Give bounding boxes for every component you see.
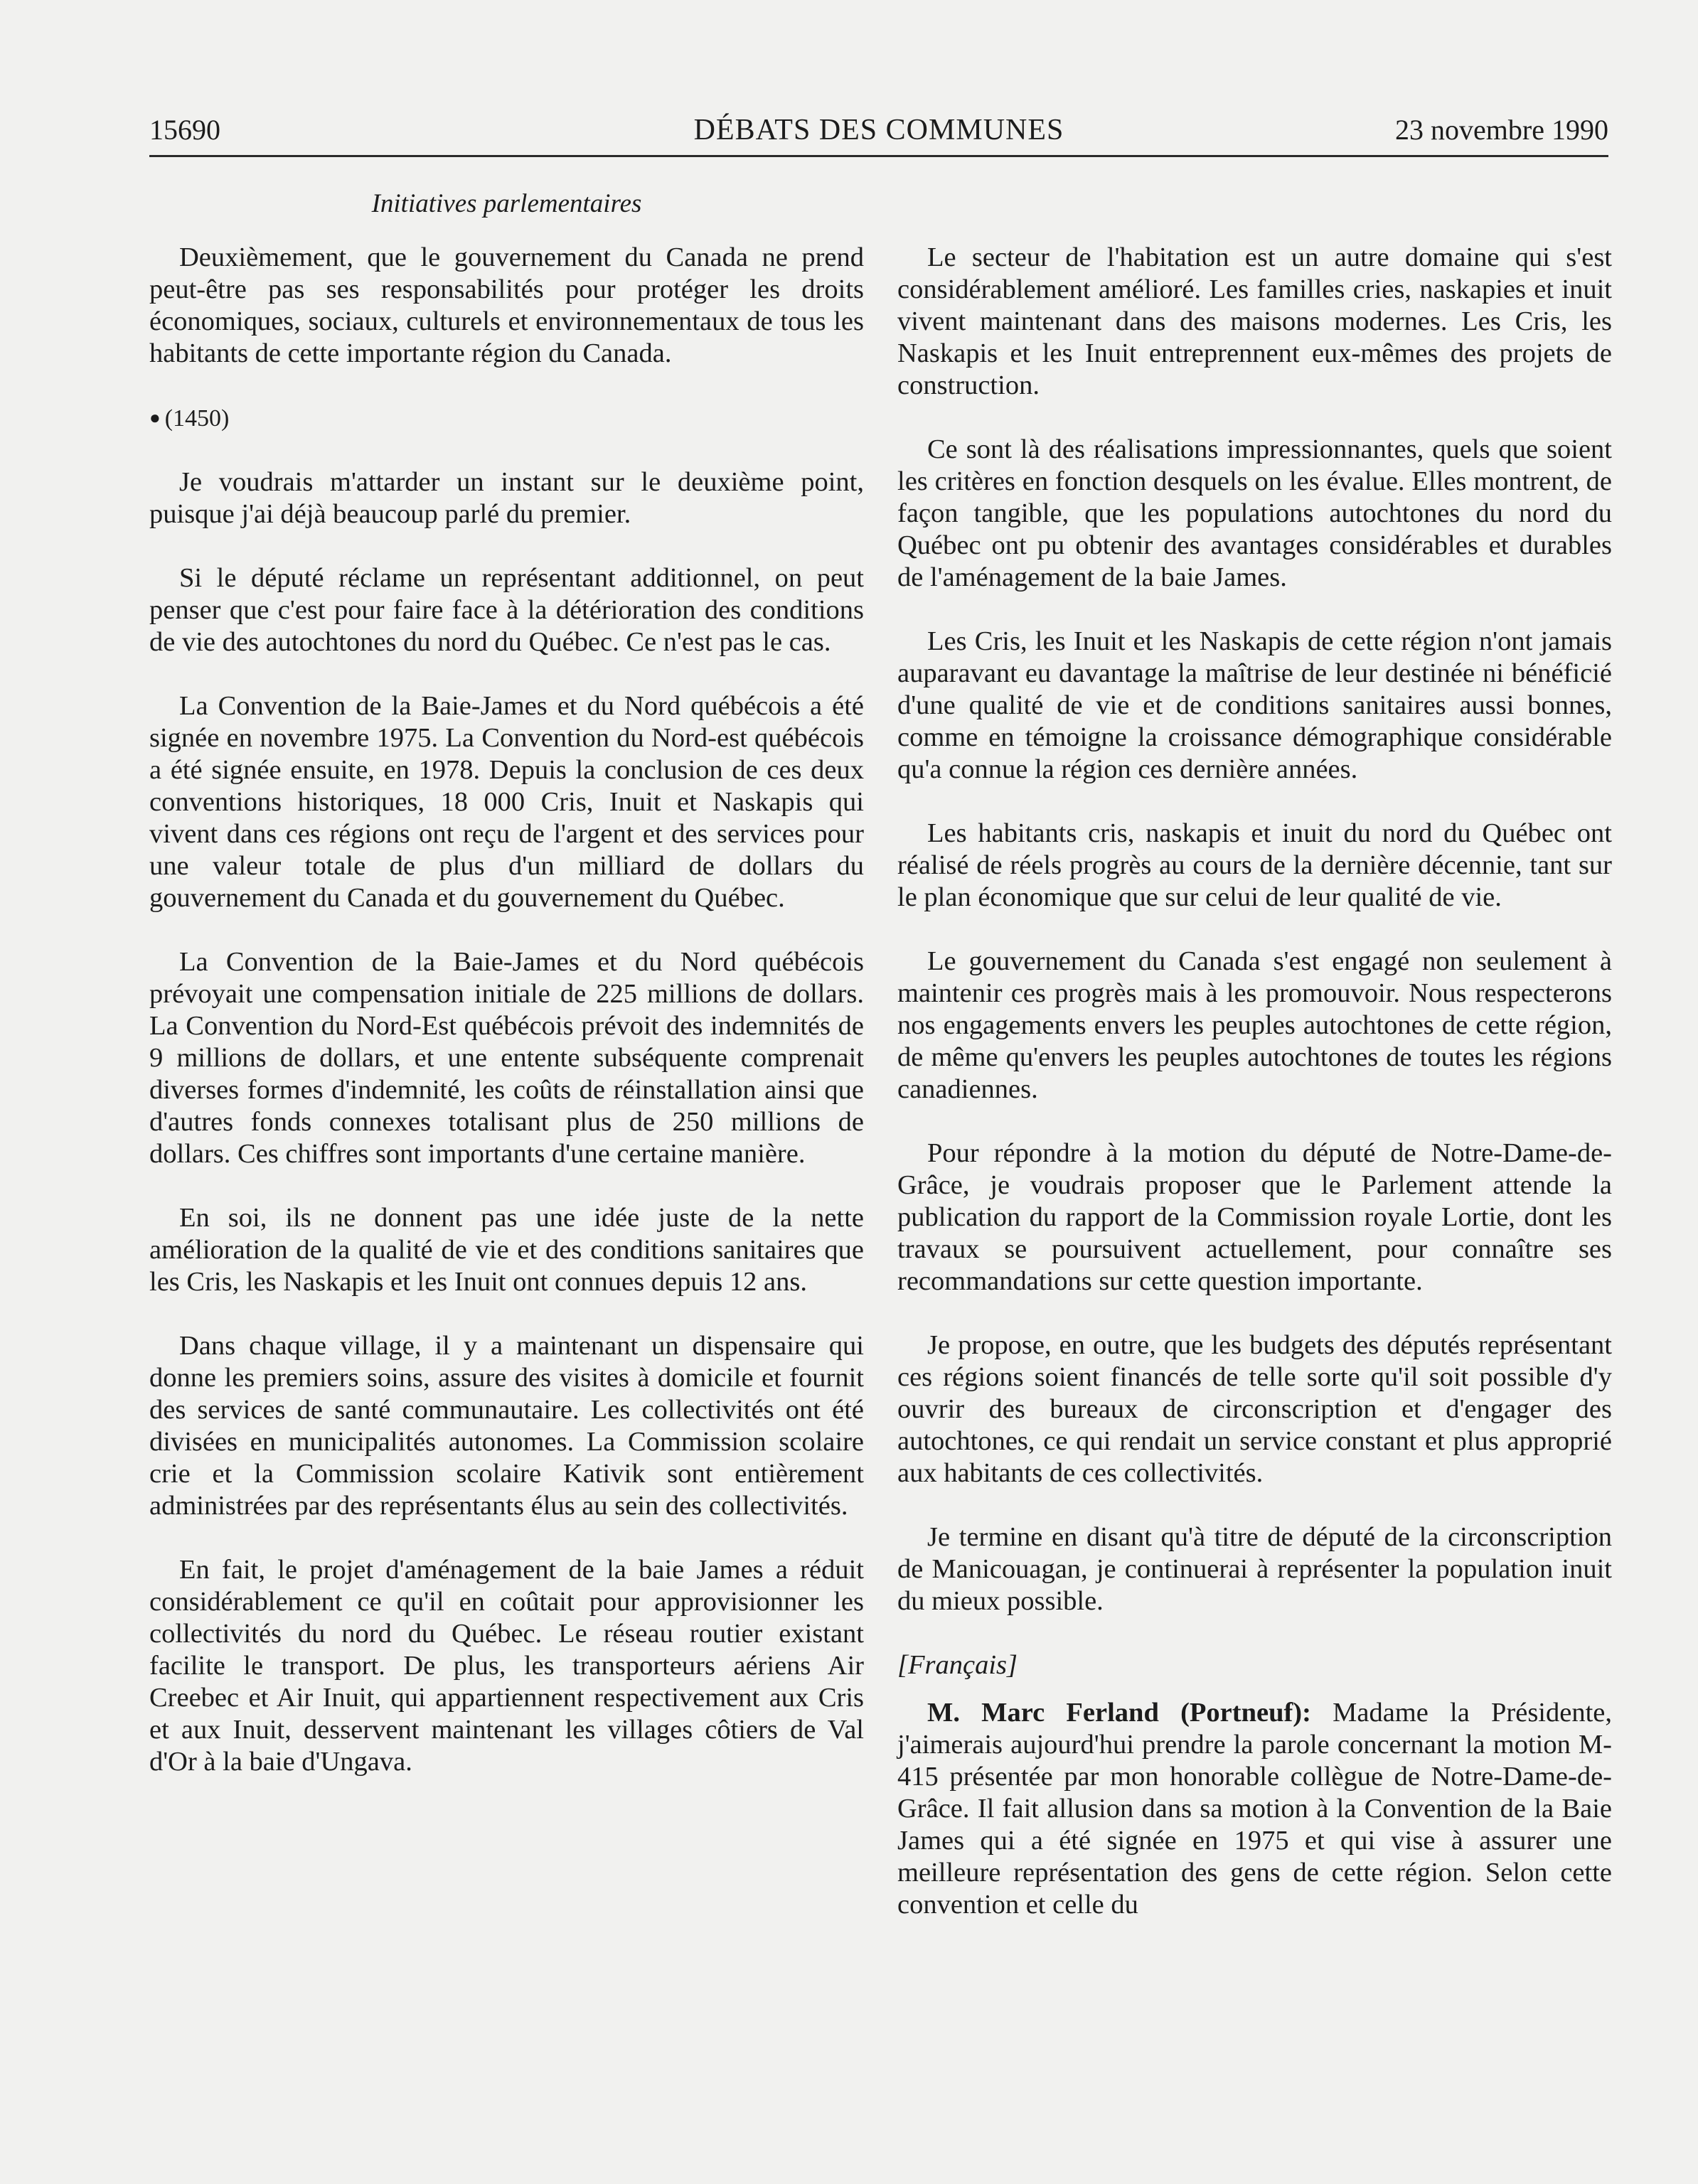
paragraph: Dans chaque village, il y a maintenant un dispensaire qui donne les premiers soins, assure des visites à domicile et fournit des services de santé communautaire. Les collectivités ont été divisées en municipalités autonomes. La Commission scolaire crie et la Commission scolaire Kativik sont entièrement administrées par des représentants élus au sein des collectivités. [149,1331,864,1521]
time-marker-text: (1450) [164,405,230,432]
page-number: 15690 [149,114,220,146]
paragraph: Si le député réclame un représentant additionnel, on peut penser que c'est pour faire face à la détérioration des conditions de vie des autochtones du nord du Québec. Ce n'est pas le cas. [149,563,864,657]
paragraph: Je propose, en outre, que les budgets des députés représentant ces régions soient financés de telle sorte qu'il soit possible d'y ouvrir des bureaux de circonscription et d'engager des autochtones, ce qui rendait un service constant et plus approprié aux habitants de ces collectivités. [897,1330,1612,1488]
right-column [897,242,1612,1953]
paragraph: Deuxièmement, que le gouvernement du Canada ne prend peut-être pas ses responsabilités pour protéger les droits économiques, sociaux, culturels et environnementaux de tous les habitants de cette importante région du Canada. [149,242,864,368]
bullet-icon: ● [149,407,161,428]
section-title: Initiatives parlementaires [371,189,642,218]
paragraph: Je voudrais m'attarder un instant sur le deuxième point, puisque j'ai déjà beaucoup parlé du premier. [149,467,864,529]
speech-paragraph [897,1697,1612,1921]
language-tag: [Français] [897,1650,1018,1680]
paragraph: En soi, ils ne donnent pas une idée juste de la nette amélioration de la qualité de vie et des conditions sanitaires que les Cris, les Naskapis et les Inuit ont connues depuis 12 ans. [149,1203,864,1297]
paragraph: La Convention de la Baie-James et du Nord québécois prévoyait une compensation initiale de 225 millions de dollars. La Convention du Nord-Est québécois prévoit des indemnités de 9 millions de dollars, et une entente subséquente comprenait diverses formes d'indemnité, les coûts de réinstallation ainsi que d'autres fonds connexes totalisant plus de 250 millions de dollars. Ces chiffres sont importants d'une certaine manière. [149,947,864,1169]
publication-title: DÉBATS DES COMMUNES [693,114,1064,146]
paragraph: La Convention de la Baie-James et du Nord québécois a été signée en novembre 1975. La Convention du Nord-est québécois a été signée ensuite, en 1978. Depuis la conclusion de ces deux conventions historiques, 18 000 Cris, Inuit et Naskapis qui vivent dans ces régions ont reçu de l'argent et des services pour une valeur totale de plus d'un milliard de dollars du gouvernement du Canada et du gouvernement du Québec. [149,691,864,913]
paragraph: Le gouvernement du Canada s'est engagé non seulement à maintenir ces progrès mais à les promouvoir. Nous respecterons nos engagements envers les peuples autochtones de cette région, de même qu'envers les peuples autochtones de toutes les régions canadiennes. [897,946,1612,1104]
running-header [149,112,1608,157]
paragraph: Pour répondre à la motion du député de Notre-Dame-de-Grâce, je voudrais proposer que le Parlement attende la publication du rapport de la Commission royale Lortie, dont les travaux se poursuivent actuellement, pour connaître ses recommandations sur cette question importante. [897,1138,1612,1296]
speech-text: Madame la Présidente, j'aimerais aujourd'hui prendre la parole concernant la motion M-415 présentée par mon honorable collègue de Notre-Dame-de-Grâce. Il fait allusion dans sa motion à la Convention de la Baie James qui a été signée en 1975 et qui vise à assurer une meilleure représentation des gens de cette région. Selon cette convention et celle du [897,1698,1612,1920]
paragraph: Le secteur de l'habitation est un autre domaine qui s'est considérablement amélioré. Les familles cries, naskapies et inuit vivent maintenant dans des maisons modernes. Les Cris, les Naskapis et les Inuit entreprennent eux-mêmes des projets de construction. [897,242,1612,400]
paragraph: Je termine en disant qu'à titre de député de la circonscription de Manicouagan, je continuerai à représenter la population inuit du mieux possible. [897,1522,1612,1616]
paragraph: Ce sont là des réalisations impressionnantes, quels que soient les critères en fonction desquels on les évalue. Elles montrent, de façon tangible, que les populations autochtones du nord du Québec ont pu obtenir des avantages considérables et durables de l'aménagement de la baie James. [897,434,1612,592]
paragraph: Les Cris, les Inuit et les Naskapis de cette région n'ont jamais auparavant eu davantage la maîtrise de leur destinée ni bénéficié d'une qualité de vie et de conditions sanitaires aussi bonnes, comme en témoigne la croissance démographique considérable qu'a connue la région ces dernière années. [897,626,1612,784]
paragraph: Les habitants cris, naskapis et inuit du nord du Québec ont réalisé de réels progrès au cours de la dernière décennie, tant sur le plan économique que sur celui de leur qualité de vie. [897,818,1612,912]
paragraph: En fait, le projet d'aménagement de la baie James a réduit considérablement ce qu'il en coûtait pour approvisionner les collectivités du nord du Québec. Le réseau routier existant facilite le transport. De plus, les transporteurs aériens Air Creebec et Air Inuit, qui appartiennent respectivement aux Cris et aux Inuit, desservent maintenant les villages côtiers de Val d'Or à la baie d'Ungava. [149,1555,864,1777]
publication-date: 23 novembre 1990 [1395,114,1608,146]
speaker-name: M. Marc Ferland (Portneuf): [927,1698,1311,1728]
time-marker [149,402,864,434]
left-column [149,242,864,1810]
